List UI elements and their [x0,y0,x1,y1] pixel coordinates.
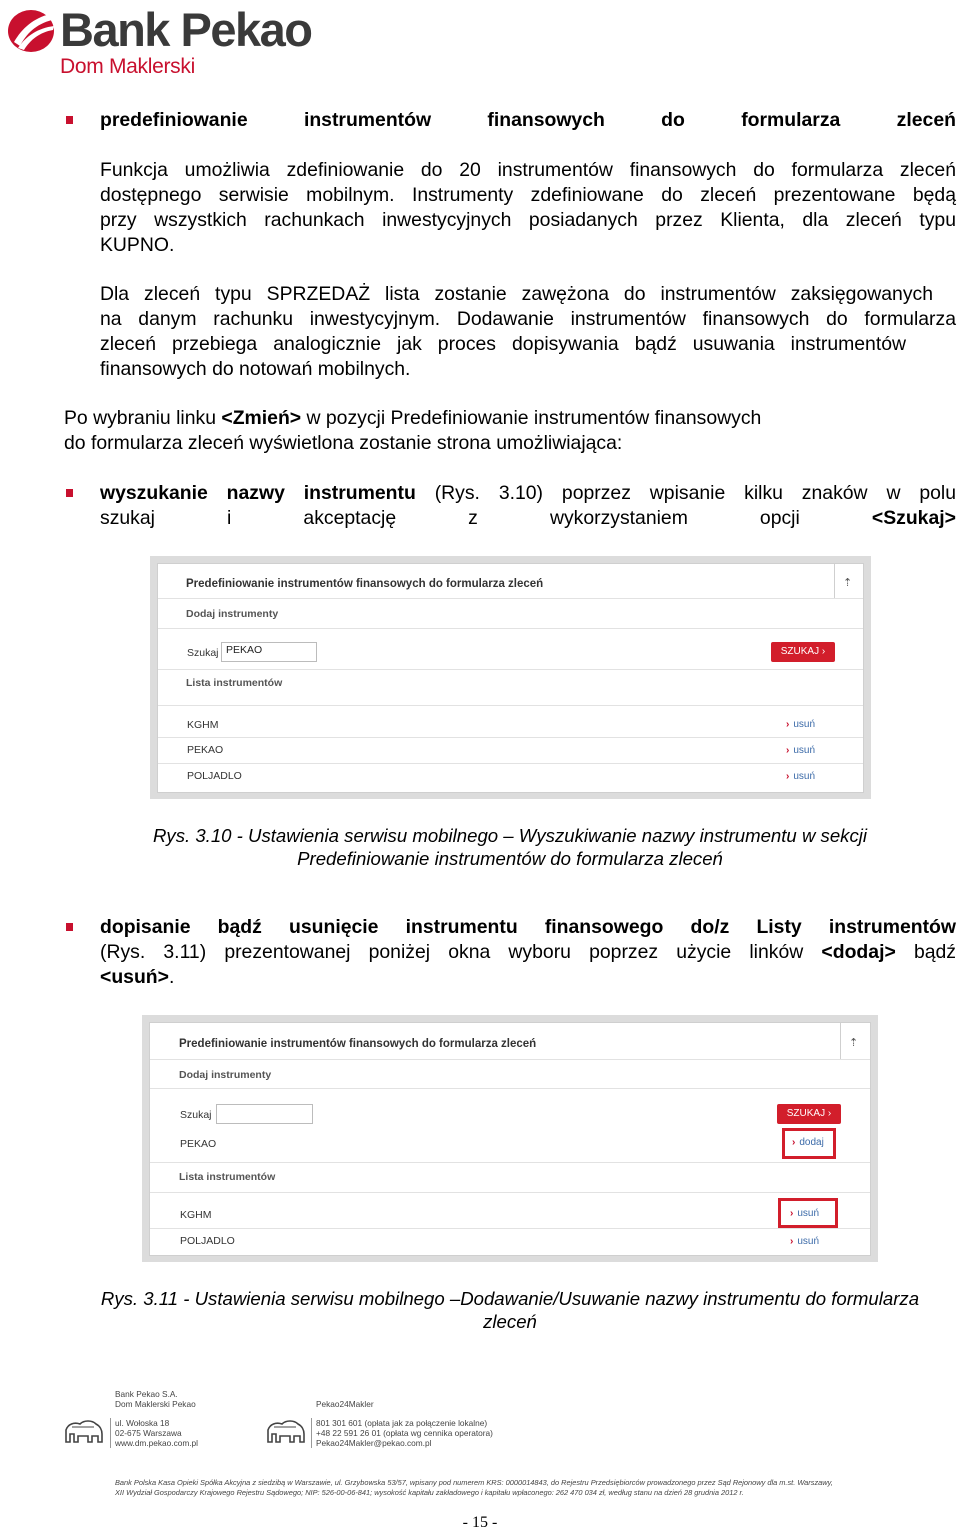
brand-subname: Dom Maklerski [60,55,195,78]
heading-word: do [661,109,685,131]
heading-word: zleceń [896,109,956,131]
paragraph-line [100,481,956,506]
result-item-name: PEKAO [180,1138,217,1150]
section-instrument-list: Lista instrumentów [179,1171,276,1183]
search-input[interactable] [216,1104,313,1124]
paragraph-line: dostępnego serwisie mobilnym. Instrumenty zdefiniowane do zleceń prezentowane będą [100,184,956,206]
paragraph-line: do formularza zleceń wyświetlona zostanie strona umożliwiająca: [64,432,623,454]
link-label: usuń [797,1236,820,1247]
list-item-name: POLJADLO [187,770,242,782]
text-run: . [168,966,175,988]
text-run: Po wybraniu linku [64,407,222,429]
chevron-right-icon: › [790,1208,794,1219]
text-run: (Rys. 3.11) prezentowanej poniżej okna wyboru poprzez użycie linków [100,941,822,963]
chevron-right-icon: › [792,1137,796,1148]
remove-link[interactable] [790,1208,819,1219]
chevron-right-icon: › [786,745,790,756]
text-run: szukaj [100,507,155,529]
paragraph-1 [100,158,956,258]
link-label: usuń [793,745,816,756]
text-run: <Szukaj> [871,507,956,529]
footer-line: +48 22 591 26 01 (opłata wg cennika operatora) [316,1428,493,1438]
bullet1-heading [100,108,956,133]
bison-logo-icon [266,1418,306,1451]
link-name-usun: <usuń> [100,966,169,988]
text-run: bądź [895,941,956,963]
divider [158,705,863,706]
link-label: usuń [793,771,816,782]
footer-line: 801 301 601 (opłata jak za połączenie lokalne) [316,1418,488,1428]
divider [158,598,863,599]
footer-line: www.dm.pekao.com.pl [115,1438,199,1448]
link-label: dodaj [799,1137,824,1148]
add-link[interactable] [792,1137,824,1148]
search-input[interactable]: PEKAO [221,642,317,662]
legal-line: Bank Polska Kasa Opieki Spółka Akcyjna z siedzibą w Warszawie, ul. Grzybowska 53/57, wpisany pod numerem KRS: 0000014843, do Rejestru Przedsiębiorców prowadzonego przez Sąd Rejonowy dla m.st. Warszawy, [115,1478,833,1487]
footer-contact [316,1399,493,1448]
link-name-zmien: <Zmień> [221,407,302,429]
spacer [115,1409,198,1418]
caption-line: Predefiniowanie instrumentów do formularza zleceń [297,848,723,869]
divider [158,737,863,738]
text-run: akceptację [303,507,397,529]
bullet3-text [100,915,956,990]
chevron-right-icon: › [821,646,826,657]
paragraph-line [100,506,956,531]
heading-word: instrumentów [303,109,432,131]
figure-caption [64,824,956,870]
chevron-right-icon: › [786,719,790,730]
bison-logo-icon [64,1418,104,1451]
list-item-name: KGHM [187,719,219,731]
footer-line: 02-675 Warszawa [115,1428,182,1438]
spacer [316,1409,493,1418]
divider [840,1023,841,1059]
page-number: - 15 - [462,1514,498,1531]
heading-word: predefiniowanie [100,109,248,131]
search-button-label: SZUKAJ [786,1108,826,1119]
list-item-name: PEKAO [187,744,224,756]
divider [158,763,863,764]
remove-link[interactable] [786,745,815,756]
text-run: z [468,507,478,529]
remove-link[interactable] [790,1236,819,1247]
paragraph-line: na danym rachunku inwestycyjnym. Dodawanie instrumentów finansowych do formularza [100,308,956,330]
paragraph-line [64,406,956,431]
figure-caption [64,1287,956,1333]
paragraph-line [100,965,956,990]
paragraph-line: dopisanie bądź usunięcie instrumentu finansowego do/z Listy instrumentów [100,916,956,938]
search-button[interactable] [771,642,835,662]
scroll-top-icon[interactable]: ⇡ [849,1037,859,1049]
list-item-name: POLJADLO [180,1235,235,1247]
list-item-name: KGHM [180,1209,212,1221]
footer-line: Pekao24Makler@pekao.com.pl [316,1438,432,1448]
caption-line: Rys. 3.11 - Ustawienia serwisu mobilnego –Dodawanie/Usuwanie nazwy instrumentu do formularza [100,1288,920,1309]
screenshot-add-remove-panel [142,1015,878,1262]
footer-line: Bank Pekao S.A. [115,1389,178,1399]
bullet2-text [100,481,956,531]
text-run: wykorzystaniem [549,507,688,529]
text-run: w pozycji Predefiniowanie instrumentów finansowych [301,407,762,429]
legal-line: XII Wydział Gospodarczy Krajowego Rejestru Sądowego; NIP: 526-00-06-841; wysokość kapitału zakładowego i kapitału wpłaconego: 262 470 034 zł, według stanu na dzień 28 grudnia 2012 r. [115,1487,744,1497]
link-label: usuń [797,1208,820,1219]
divider [150,1088,870,1089]
divider [158,628,863,629]
screen-title: Predefiniowanie instrumentów finansowych do formularza zleceń [179,1038,537,1050]
divider [158,669,863,670]
text-run: (Rys. 3.10) poprzez wpisanie kilku znaków w polu [415,482,957,504]
heading-word: formularza [741,109,841,131]
divider [311,1418,312,1448]
section-add-instruments: Dodaj instrumenty [186,608,279,620]
text-run: i [227,507,232,529]
legal-notice [115,1478,833,1497]
screen-title: Predefiniowanie instrumentów finansowych do formularza zleceń [186,578,544,590]
chevron-right-icon: › [827,1108,832,1119]
caption-line: Rys. 3.10 - Ustawienia serwisu mobilnego – Wyszukiwanie nazwy instrumentu w sekcji [152,825,868,846]
divider [150,1059,870,1060]
paragraph-3 [64,406,956,456]
text-run: opcji [759,507,800,529]
scroll-top-icon[interactable]: ⇡ [843,577,853,589]
paragraph-line: Funkcja umożliwia zdefiniowanie do 20 instrumentów finansowych do formularza zleceń [100,159,956,181]
divider [110,1418,111,1448]
bank-pekao-logo-icon [6,8,56,54]
brand-name: Bank Pekao [60,3,312,56]
screenshot-window [149,1022,871,1256]
search-label: Szukaj [187,647,219,659]
remove-link[interactable] [786,771,815,782]
remove-link[interactable] [786,719,815,730]
search-button-label: SZUKAJ [780,646,820,657]
bullet-marker [66,923,73,931]
divider [150,1228,870,1229]
section-add-instruments: Dodaj instrumenty [179,1069,272,1081]
screenshot-window [157,563,864,793]
text-run: wyszukanie nazwy instrumentu [100,482,416,504]
paragraph-2 [100,282,956,382]
footer-line: ul. Wołoska 18 [115,1418,170,1428]
section-instrument-list: Lista instrumentów [186,677,283,689]
paragraph-line: zleceń przebiega analogicznie jak proces dopisywania bądź usuwania instrumentów [100,333,906,355]
paragraph-line: finansowych do notowań mobilnych. [100,358,411,380]
link-name-dodaj: <dodaj> [821,941,896,963]
bullet-marker [66,116,73,124]
paragraph-line: przy wszystkich rachunkach inwestycyjnych posiadanych przez Klienta, dla zleceń typu [100,209,956,231]
screenshot-search-panel [150,556,871,799]
footer-line: Pekao24Makler [316,1399,374,1409]
paragraph-line: KUPNO. [100,234,175,256]
search-label: Szukaj [180,1109,212,1121]
heading-word: finansowych [487,109,605,131]
search-button[interactable] [777,1104,841,1124]
link-label: usuń [793,719,816,730]
footer-line: Dom Maklerski Pekao [115,1399,196,1409]
chevron-right-icon: › [786,771,790,782]
paragraph-line [100,940,956,965]
footer-address [115,1389,198,1448]
divider [150,1162,870,1163]
caption-line: zleceń [483,1311,537,1332]
paragraph-line: Dla zleceń typu SPRZEDAŻ lista zostanie zawężona do instrumentów zaksięgowanych [100,283,933,305]
chevron-right-icon: › [790,1236,794,1247]
bullet-marker [66,489,73,497]
divider [834,564,835,598]
divider [150,1192,870,1193]
